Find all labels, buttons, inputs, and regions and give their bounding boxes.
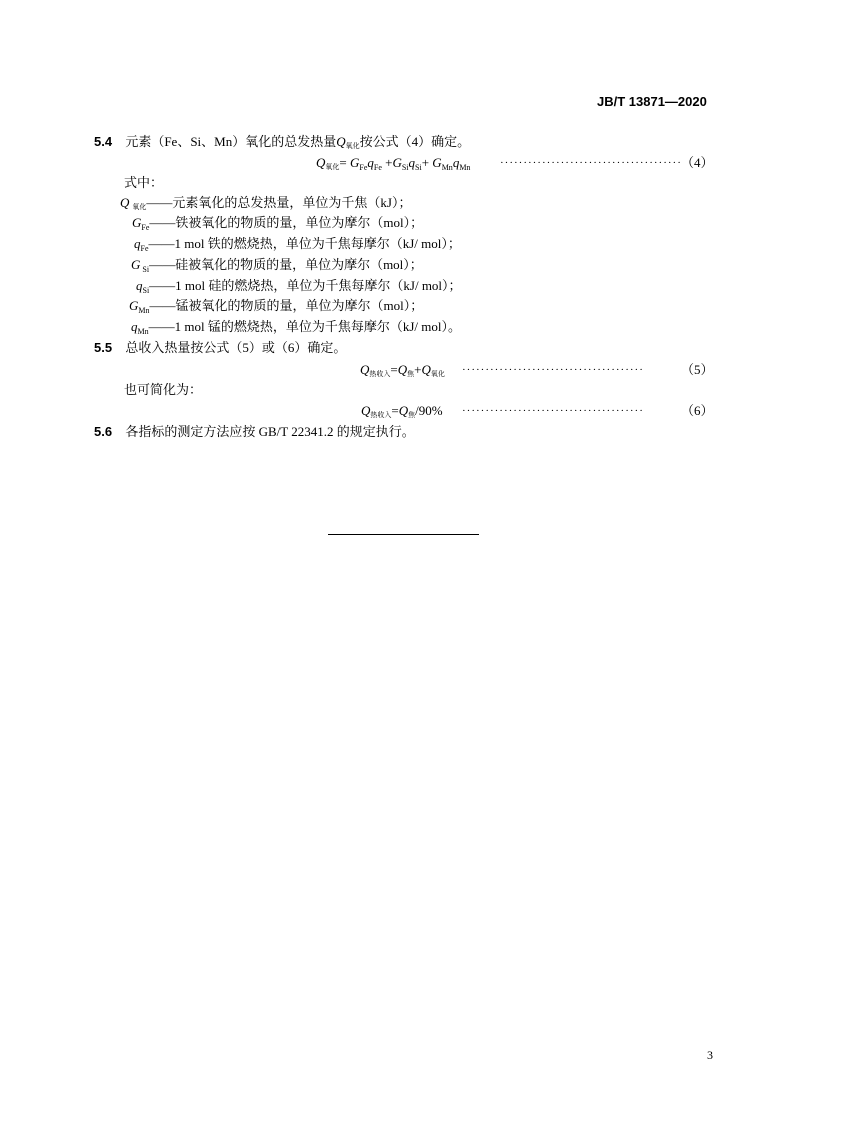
- document-code: JB/T 13871—2020: [597, 94, 707, 109]
- definition-text: ——1 mol 铁的燃烧热，单位为千焦每摩尔（kJ/ mol）；: [148, 236, 461, 251]
- formula-number: （6）: [681, 403, 714, 418]
- symbol-subscript: 氧化: [345, 142, 360, 150]
- clause-5-5: [94, 340, 346, 356]
- clause-number: 5.4: [94, 134, 113, 149]
- formula-term: G: [432, 155, 442, 170]
- definition-text: ——铁被氧化的物质的量，单位为摩尔（mol）；: [149, 215, 424, 230]
- formula-operator: =: [390, 362, 398, 377]
- formula-subscript: Si: [401, 163, 409, 172]
- formula-operator: +: [421, 155, 433, 170]
- end-of-document-rule: [328, 534, 479, 535]
- definition-symbol: Q: [120, 195, 130, 210]
- formula-number: （4）: [681, 155, 714, 170]
- alternative-label: 也可简化为：: [124, 382, 203, 397]
- clause-number: 5.6: [94, 424, 113, 439]
- clause-text: 各指标的测定方法应按 GB/T 22341.2 的规定执行。: [125, 424, 415, 439]
- definition-row: [120, 195, 411, 211]
- formula-operator: =: [339, 155, 350, 170]
- definition-subscript: Si: [142, 265, 150, 274]
- clause-number: 5.5: [94, 340, 113, 355]
- formula-term: Q: [397, 362, 408, 377]
- clause-text-end: 按公式（4）确定。: [359, 134, 471, 149]
- formula-term: Q: [361, 403, 371, 418]
- definition-text: ——元素氧化的总发热量，单位为千焦（kJ）；: [146, 195, 412, 210]
- definition-row: [129, 298, 423, 314]
- definition-symbol: q: [134, 236, 141, 251]
- formula-operator: =: [391, 403, 399, 418]
- formula-number: （5）: [681, 362, 714, 377]
- formula-leader-dots: ·······································: [500, 157, 682, 169]
- page-number: 3: [707, 1048, 713, 1062]
- definition-row: [136, 278, 462, 294]
- formula-term: Q: [316, 155, 326, 170]
- formula-term: Q: [360, 362, 370, 377]
- formula-leader-dots: ·······································: [462, 405, 644, 417]
- clause-text: 总收入热量按公式（5）或（6）确定。: [125, 340, 347, 355]
- formula-leader-dots: ·······································: [462, 364, 644, 376]
- formula-subscript: 氧化: [325, 163, 340, 171]
- formula-subscript: Fe: [373, 163, 382, 172]
- definition-symbol: G: [132, 215, 142, 230]
- formula-operator: +: [414, 362, 422, 377]
- formula-subscript: 热收入: [369, 370, 391, 378]
- formula-5: [360, 362, 445, 378]
- definition-symbol: G: [131, 257, 141, 272]
- definition-row: [131, 257, 423, 273]
- clause-text: 元素（Fe、Si、Mn）氧化的总发热量: [125, 134, 337, 149]
- definition-row: [132, 215, 423, 231]
- formula-term: q: [408, 155, 416, 170]
- formula-subscript: 热收入: [370, 411, 392, 419]
- formula-term: q: [367, 155, 374, 170]
- definition-subscript: Si: [142, 286, 150, 295]
- formula-term: Q: [398, 403, 409, 418]
- formula-subscript: Si: [415, 163, 422, 172]
- formula-operator: +: [381, 155, 393, 170]
- definition-subscript: Mn: [137, 327, 149, 336]
- formula-4: [316, 155, 470, 171]
- definition-row: [134, 236, 461, 252]
- formula-subscript: 焦: [408, 411, 416, 419]
- definition-text: ——1 mol 硅的燃烧热，单位为千焦每摩尔（kJ/ mol）；: [149, 278, 462, 293]
- definition-text: ——硅被氧化的物质的量，单位为摩尔（mol）；: [149, 257, 423, 272]
- symbol: Q: [336, 134, 346, 149]
- definition-symbol: G: [129, 298, 139, 313]
- clause-5-4: [94, 134, 470, 150]
- definition-subscript: Fe: [140, 244, 149, 253]
- definition-text: ——锰被氧化的物质的量，单位为摩尔（mol）；: [149, 298, 424, 313]
- formula-subscript: Mn: [441, 163, 453, 172]
- formula-term: Q: [421, 362, 431, 377]
- formula-term: G: [392, 155, 402, 170]
- formula-subscript: Fe: [359, 163, 368, 172]
- definition-subscript: Mn: [138, 306, 150, 315]
- clause-5-6: [94, 424, 415, 440]
- formula-subscript: 焦: [407, 370, 415, 378]
- definition-subscript: 氧化: [132, 203, 147, 211]
- definition-symbol: q: [136, 278, 143, 293]
- formula-term: q: [452, 155, 460, 170]
- definition-row: [131, 319, 461, 335]
- formula-6: [361, 403, 443, 419]
- definition-subscript: Fe: [141, 223, 150, 232]
- definition-symbol: q: [131, 319, 138, 334]
- definition-text: ——1 mol 锰的燃烧热，单位为千焦每摩尔（kJ/ mol）。: [148, 319, 461, 334]
- formula-subscript: Mn: [459, 163, 471, 172]
- where-label: 式中：: [124, 175, 164, 190]
- formula-subscript: 氧化: [430, 370, 445, 378]
- formula-term: /90%: [415, 403, 443, 418]
- formula-term: G: [349, 155, 360, 170]
